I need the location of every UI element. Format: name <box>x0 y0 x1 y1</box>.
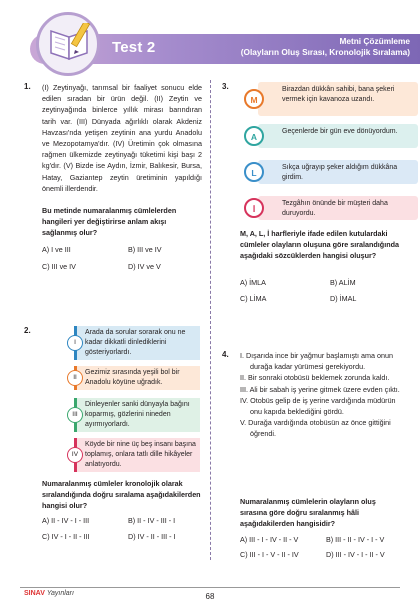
question-1-stem: Bu metinde numaralanmış cümlelerden hangileri yer değiştirirse anlam akışı sağlanmış olur? <box>42 206 177 238</box>
question-3-item-text: Geçenlerde bir gün eve dönüyordum. <box>282 128 398 135</box>
question-4-statements <box>240 350 404 440</box>
question-2-item-4 <box>71 438 200 472</box>
question-3-stem: M, A, L, İ harfleriyle ifade edilen kutulardaki cümleler olayların oluşuna göre sıralandığında aşağıdaki sözcüklerden hangisi oluşur? <box>240 229 399 261</box>
question-4-option-b[interactable]: B) III - II - IV - I - V <box>326 535 385 544</box>
question-2-item-text: Arada da sorular sorarak onu ne kadar dikkatli dinlediklerini gösteriyorlardı. <box>85 329 186 356</box>
letter-badge-i: İ <box>244 198 264 218</box>
letter-badge-m: M <box>244 89 264 109</box>
question-4-stem: Numaralanmış cümlelerin olayların oluş sırasına göre doğru sıralanmış hâli aşağıdakilerden hangisidir? <box>240 497 376 529</box>
question-3-option-d[interactable]: D) İMAL <box>330 294 357 303</box>
question-3-item-text: Birazdan dükkân sahibi, bana şekeri vermek için kavanoza uzandı. <box>282 86 395 103</box>
letter-badge-l: L <box>244 162 264 182</box>
question-3-item-text: Tezgâhın önünde bir müşteri daha duruyordu. <box>282 200 388 217</box>
footer-rule <box>20 587 400 588</box>
roman-badge: III <box>67 407 83 423</box>
question-2-option-c[interactable]: C) IV - I - II - III <box>42 532 90 541</box>
page-number: 68 <box>205 592 215 600</box>
question-4-statement-4: IV. Otobüs gelip de iş yerine vardığında müdürün onu kapıda beklediğini gördü. <box>240 395 396 417</box>
question-2-stem: Numaralanmış cümleler kronolojik olarak sıralandığında doğru sıralama aşağıdakilerden hangisi olur? <box>42 479 201 511</box>
question-4-statement-2: II. Bir sonraki otobüsü beklemek zorunda kaldı. <box>240 373 390 383</box>
question-3-item-i <box>252 196 418 220</box>
question-4-statement-3: III. Ali bir sabah iş yerine gitmek üzere evden çıktı. <box>240 384 400 394</box>
test-title: Test 2 <box>112 39 156 56</box>
question-4-number: 4. <box>222 350 229 359</box>
question-4-statement-1: I. Dışarıda ince bir yağmur başlamıştı ama onun durağa kadar yürümesi gerekiyordu. <box>240 351 394 372</box>
letter-badge-a: A <box>244 126 264 146</box>
question-1-option-b[interactable]: B) III ve IV <box>128 245 162 254</box>
question-4-option-a[interactable]: A) III - I - IV - II - V <box>240 535 299 544</box>
question-3-item-m <box>250 82 418 116</box>
roman-badge: II <box>67 370 83 386</box>
question-1-option-a[interactable]: A) I ve III <box>42 245 71 254</box>
page-header <box>0 0 420 76</box>
question-3-item-text: Sıkça uğrayıp şeker aldığım dükkâna girdim. <box>282 164 398 181</box>
question-2-number: 2. <box>24 326 31 335</box>
question-1-passage: (I) Zeytinyağı, tarımsal bir faaliyet sonucu elde edilen sıradan bir ürün değil. (II) Zeytin ve zeytinyağında binlerce yıllık mirası barındıran tarih var. (III) Dünyada ağırlıklı olarak Akdeniz Havzası'nda yetişen zeytinin ana yurdu Anadolu ve Mezopotamya'dır. (IV) Üretimin çok olmasına rağmen ülkemizde zeytinyağı tüketimi kişi başı 2 kg'dır. (V) Bizde ise Aydın, İzmir, Balıkesir, Bursa, Hatay, Gaziantep zeytin üretiminin yapıldığı önemli illerdendir. <box>42 83 202 193</box>
question-3-item-l <box>251 160 418 184</box>
question-2-item-1 <box>74 326 200 360</box>
question-2-option-a[interactable]: A) II - IV - I - III <box>42 516 90 525</box>
question-3-option-b[interactable]: B) ALİM <box>330 278 356 287</box>
question-2-item-2 <box>74 366 200 390</box>
question-4-option-d[interactable]: D) III - IV - I - II - V <box>326 550 385 559</box>
roman-badge: I <box>67 335 83 351</box>
publisher-sub: Yayınları <box>46 590 74 597</box>
question-2-option-d[interactable]: D) IV - II - III - I <box>128 532 176 541</box>
question-2-item-text: Gezimiz sırasında yeşili bol bir Anadolu köyüne uğradık. <box>85 369 180 386</box>
topic-title-line1: Metni Çözümleme <box>339 36 410 46</box>
question-2-item-text: Dinleyenler sanki dünyayla bağını koparmış, gözlerini nineden ayırmıyorlardı. <box>85 401 190 428</box>
question-3-option-a[interactable]: A) İMLA <box>240 278 266 287</box>
question-2-item-3 <box>74 398 200 432</box>
topic-title <box>241 36 410 58</box>
publisher-name: SINAV <box>24 590 45 597</box>
question-1-number: 1. <box>24 82 31 91</box>
question-3-number: 3. <box>222 82 229 91</box>
question-2-option-b[interactable]: B) II - IV - III - I <box>128 516 176 525</box>
question-3-option-c[interactable]: C) LİMA <box>240 294 267 303</box>
question-2-item-text: Köyde bir nine üç beş insanı başına toplamış, onlara tatlı dille hikâyeler anlatıyordu. <box>85 441 196 468</box>
column-divider <box>210 80 211 560</box>
book-pencil-icon <box>36 12 100 76</box>
question-4-option-c[interactable]: C) III - I - V - II - IV <box>240 550 299 559</box>
topic-title-line2: (Olayların Oluş Sırası, Kronolojik Sıralama) <box>240 47 410 57</box>
question-1-option-c[interactable]: C) III ve IV <box>42 262 76 271</box>
question-1-option-d[interactable]: D) IV ve V <box>128 262 161 271</box>
roman-badge: IV <box>67 447 83 463</box>
question-3-item-a <box>250 124 418 148</box>
question-4-statement-5: V. Durağa vardığında otobüsün az önce gittiğini öğrendi. <box>240 418 391 439</box>
